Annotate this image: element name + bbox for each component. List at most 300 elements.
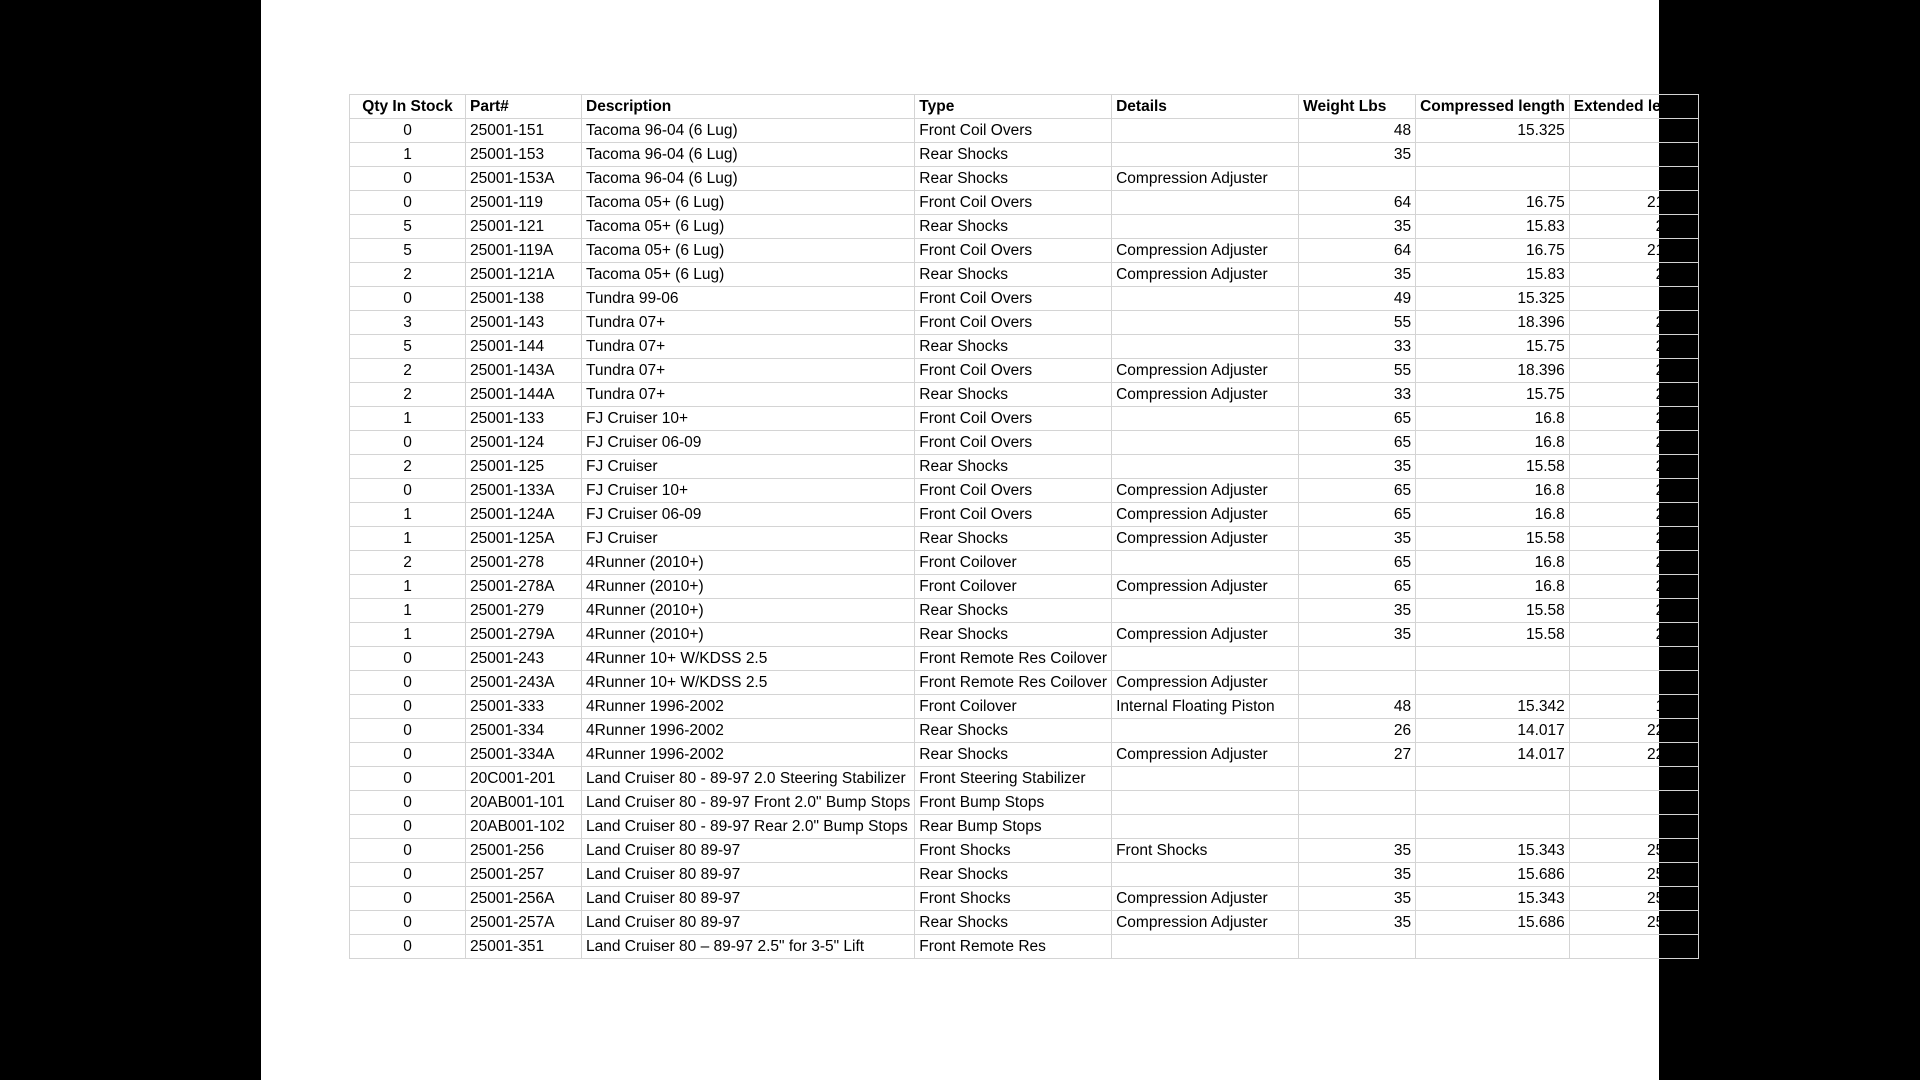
weight-cell [1299,791,1416,815]
compressed-length-cell: 16.8 [1416,479,1570,503]
extended-length-cell: 24.29 [1569,527,1699,551]
type-cell: Front Coil Overs [915,479,1112,503]
table-row [350,479,1699,503]
compressed-length-cell: 16.8 [1416,407,1570,431]
extended-length-cell: 21.69 [1569,479,1699,503]
description-cell: 4Runner (2010+) [582,599,915,623]
weight-cell: 55 [1299,311,1416,335]
compressed-length-cell: 15.75 [1416,383,1570,407]
part-number-cell: 25001-138 [466,287,582,311]
weight-cell: 35 [1299,839,1416,863]
type-cell: Front Steering Stabilizer [915,767,1112,791]
description-header: Description [582,95,915,119]
table-row [350,527,1699,551]
part-number-cell: 25001-119 [466,191,582,215]
table-row [350,887,1699,911]
qty-header: Qty In Stock [350,95,466,119]
table-row [350,695,1699,719]
extended-length-cell: 21.69 [1569,575,1699,599]
description-cell: Tundra 07+ [582,311,915,335]
qty-cell: 1 [350,407,466,431]
qty-cell: 0 [350,935,466,959]
extended-length-cell: 21.69 [1569,431,1699,455]
compressed-length-cell: 15.58 [1416,623,1570,647]
extended-length-header: Extended length [1569,95,1699,119]
part-number-cell: 20AB001-101 [466,791,582,815]
qty-cell: 2 [350,359,466,383]
type-cell: Front Coil Overs [915,287,1112,311]
qty-cell: 0 [350,431,466,455]
qty-cell: 5 [350,239,466,263]
type-cell: Rear Shocks [915,911,1112,935]
extended-length-cell: 22.367 [1569,719,1699,743]
type-cell: Front Coil Overs [915,119,1112,143]
weight-cell: 64 [1299,191,1416,215]
description-cell: Land Cruiser 80 – 89-97 2.5" for 3-5" Lift [582,935,915,959]
qty-cell: 5 [350,215,466,239]
description-cell: Tacoma 96-04 (6 Lug) [582,143,915,167]
weight-cell [1299,935,1416,959]
extended-length-cell: 25.27 [1569,359,1699,383]
compressed-length-cell: 15.58 [1416,455,1570,479]
description-cell: Tundra 07+ [582,335,915,359]
part-number-cell: 25001-143 [466,311,582,335]
qty-cell: 0 [350,743,466,767]
part-number-cell: 25001-279 [466,599,582,623]
part-number-cell: 25001-278A [466,575,582,599]
table-row [350,167,1699,191]
compressed-length-cell: 16.75 [1416,239,1570,263]
weight-header: Weight Lbs [1299,95,1416,119]
table-row [350,815,1699,839]
details-cell: Compression Adjuster [1112,887,1299,911]
compressed-length-cell: 15.83 [1416,263,1570,287]
extended-length-cell: 24.29 [1569,215,1699,239]
description-cell: Land Cruiser 80 89-97 [582,863,915,887]
type-cell: Rear Shocks [915,263,1112,287]
extended-length-cell [1569,815,1699,839]
description-cell: Tundra 07+ [582,383,915,407]
weight-cell [1299,815,1416,839]
weight-cell: 35 [1299,263,1416,287]
extended-length-cell [1569,935,1699,959]
details-cell [1112,455,1299,479]
details-cell [1112,815,1299,839]
description-cell: FJ Cruiser 06-09 [582,503,915,527]
qty-cell: 2 [350,263,466,287]
description-cell: Land Cruiser 80 89-97 [582,887,915,911]
table-row [350,239,1699,263]
compressed-length-cell: 15.343 [1416,887,1570,911]
details-cell: Compression Adjuster [1112,575,1299,599]
details-cell: Internal Floating Piston [1112,695,1299,719]
details-cell [1112,191,1299,215]
qty-cell: 0 [350,815,466,839]
part-number-cell: 25001-257 [466,863,582,887]
type-cell: Front Coil Overs [915,191,1112,215]
weight-cell: 33 [1299,383,1416,407]
details-cell: Compression Adjuster [1112,743,1299,767]
weight-cell [1299,767,1416,791]
compressed-length-cell: 15.686 [1416,863,1570,887]
extended-length-cell: 21.69 [1569,551,1699,575]
description-cell: 4Runner 10+ W/KDSS 2.5 [582,671,915,695]
qty-cell: 2 [350,455,466,479]
qty-cell: 0 [350,767,466,791]
part-number-cell: 25001-334 [466,719,582,743]
table-row [350,311,1699,335]
weight-cell: 55 [1299,359,1416,383]
table-row [350,719,1699,743]
qty-cell: 0 [350,911,466,935]
header-row [350,95,1699,119]
compressed-length-cell: 15.686 [1416,911,1570,935]
compressed-length-cell: 16.8 [1416,551,1570,575]
table-row [350,383,1699,407]
weight-cell: 35 [1299,599,1416,623]
details-cell: Compression Adjuster [1112,623,1299,647]
description-cell: Tacoma 96-04 (6 Lug) [582,167,915,191]
table-row [350,335,1699,359]
weight-cell: 35 [1299,911,1416,935]
extended-length-cell: 22.367 [1569,743,1699,767]
weight-cell: 35 [1299,455,1416,479]
table-row [350,503,1699,527]
qty-cell: 0 [350,863,466,887]
extended-length-cell [1569,167,1699,191]
qty-cell: 0 [350,839,466,863]
extended-length-cell: 24.29 [1569,599,1699,623]
extended-length-cell: 25.368 [1569,887,1699,911]
description-cell: 4Runner (2010+) [582,575,915,599]
description-cell: 4Runner 1996-2002 [582,743,915,767]
qty-cell: 1 [350,599,466,623]
type-cell: Rear Shocks [915,527,1112,551]
details-cell [1112,335,1299,359]
compressed-length-cell: 14.017 [1416,719,1570,743]
weight-cell [1299,647,1416,671]
extended-length-cell: 21.69 [1569,503,1699,527]
compressed-length-cell: 15.325 [1416,287,1570,311]
type-cell: Rear Shocks [915,143,1112,167]
extended-length-cell: 19.5 [1569,119,1699,143]
compressed-length-cell: 15.75 [1416,335,1570,359]
description-cell: FJ Cruiser [582,527,915,551]
extended-length-cell [1569,647,1699,671]
weight-cell: 35 [1299,887,1416,911]
type-cell: Rear Bump Stops [915,815,1112,839]
table-row [350,839,1699,863]
type-cell: Front Coilover [915,551,1112,575]
table-row [350,575,1699,599]
details-cell: Compression Adjuster [1112,263,1299,287]
weight-cell: 35 [1299,143,1416,167]
details-cell: Compression Adjuster [1112,479,1299,503]
extended-length-cell: 25.27 [1569,311,1699,335]
part-number-cell: 25001-278 [466,551,582,575]
type-cell: Rear Shocks [915,215,1112,239]
description-cell: Tacoma 05+ (6 Lug) [582,239,915,263]
type-cell: Rear Shocks [915,743,1112,767]
type-cell: Front Coil Overs [915,503,1112,527]
qty-cell: 0 [350,791,466,815]
details-cell [1112,431,1299,455]
compressed-length-cell: 15.58 [1416,599,1570,623]
part-number-cell: 25001-133A [466,479,582,503]
details-header: Details [1112,95,1299,119]
compressed-length-header: Compressed length [1416,95,1570,119]
part-number-cell: 25001-119A [466,239,582,263]
weight-cell: 65 [1299,431,1416,455]
weight-cell: 65 [1299,551,1416,575]
extended-length-cell: 25.88 [1569,383,1699,407]
compressed-length-cell: 14.017 [1416,743,1570,767]
type-cell: Front Coil Overs [915,311,1112,335]
details-cell: Front Shocks [1112,839,1299,863]
compressed-length-cell [1416,143,1570,167]
weight-cell: 65 [1299,479,1416,503]
weight-cell: 35 [1299,527,1416,551]
weight-cell: 65 [1299,407,1416,431]
type-cell: Rear Shocks [915,863,1112,887]
qty-cell: 0 [350,167,466,191]
part-number-cell: 25001-153A [466,167,582,191]
description-cell: 4Runner (2010+) [582,623,915,647]
type-cell: Rear Shocks [915,455,1112,479]
part-number-cell: 25001-334A [466,743,582,767]
extended-length-cell [1569,767,1699,791]
table-row [350,191,1699,215]
qty-cell: 0 [350,647,466,671]
type-cell: Rear Shocks [915,335,1112,359]
weight-cell: 33 [1299,335,1416,359]
description-cell: FJ Cruiser 10+ [582,479,915,503]
part-number-cell: 20C001-201 [466,767,582,791]
part-number-cell: 25001-279A [466,623,582,647]
compressed-length-cell [1416,935,1570,959]
type-cell: Front Bump Stops [915,791,1112,815]
description-cell: Tacoma 05+ (6 Lug) [582,215,915,239]
description-cell: Land Cruiser 80 - 89-97 Front 2.0" Bump Stops [582,791,915,815]
table-row [350,671,1699,695]
description-cell: Tacoma 96-04 (6 Lug) [582,119,915,143]
qty-cell: 1 [350,623,466,647]
extended-length-cell: 25.368 [1569,839,1699,863]
type-cell: Front Remote Res [915,935,1112,959]
qty-cell: 0 [350,887,466,911]
extended-length-cell: 21.69 [1569,407,1699,431]
details-cell: Compression Adjuster [1112,671,1299,695]
extended-length-cell: 21.687 [1569,239,1699,263]
weight-cell: 48 [1299,119,1416,143]
part-number-cell: 25001-151 [466,119,582,143]
part-number-cell: 25001-121 [466,215,582,239]
qty-cell: 5 [350,335,466,359]
details-cell: Compression Adjuster [1112,503,1299,527]
qty-cell: 1 [350,527,466,551]
part-number-cell: 25001-153 [466,143,582,167]
part-number-cell: 25001-333 [466,695,582,719]
part-number-cell: 25001-125A [466,527,582,551]
type-cell: Front Coil Overs [915,431,1112,455]
details-cell [1112,647,1299,671]
details-cell: Compression Adjuster [1112,239,1299,263]
compressed-length-cell: 16.8 [1416,431,1570,455]
compressed-length-cell: 15.83 [1416,215,1570,239]
part-number-cell: 25001-243A [466,671,582,695]
weight-cell: 65 [1299,503,1416,527]
description-cell: 4Runner 1996-2002 [582,719,915,743]
details-cell [1112,719,1299,743]
extended-length-cell: 25.584 [1569,863,1699,887]
extended-length-cell: 25.584 [1569,911,1699,935]
weight-cell: 35 [1299,623,1416,647]
compressed-length-cell [1416,671,1570,695]
qty-cell: 0 [350,671,466,695]
details-cell [1112,311,1299,335]
extended-length-cell: 19.5 [1569,287,1699,311]
qty-cell: 0 [350,479,466,503]
type-cell: Rear Shocks [915,383,1112,407]
part-number-cell: 25001-124A [466,503,582,527]
compressed-length-cell: 16.8 [1416,503,1570,527]
weight-cell: 65 [1299,575,1416,599]
part-number-cell: 25001-144 [466,335,582,359]
table-row [350,935,1699,959]
compressed-length-cell: 15.342 [1416,695,1570,719]
type-cell: Rear Shocks [915,167,1112,191]
details-cell [1112,767,1299,791]
type-header: Type [915,95,1112,119]
details-cell: Compression Adjuster [1112,167,1299,191]
extended-length-cell [1569,671,1699,695]
part-number-cell: 25001-256A [466,887,582,911]
part-number-cell: 20AB001-102 [466,815,582,839]
type-cell: Front Shocks [915,887,1112,911]
compressed-length-cell: 15.343 [1416,839,1570,863]
extended-length-cell [1569,143,1699,167]
description-cell: Land Cruiser 80 - 89-97 Rear 2.0" Bump Stops [582,815,915,839]
table-body [350,119,1699,959]
table-row [350,359,1699,383]
type-cell: Rear Shocks [915,623,1112,647]
description-cell: Tacoma 05+ (6 Lug) [582,263,915,287]
description-cell: Tacoma 05+ (6 Lug) [582,191,915,215]
part-number-cell: 25001-257A [466,911,582,935]
weight-cell [1299,167,1416,191]
description-cell: Land Cruiser 80 89-97 [582,839,915,863]
qty-cell: 1 [350,575,466,599]
qty-cell: 0 [350,695,466,719]
details-cell [1112,119,1299,143]
compressed-length-cell [1416,791,1570,815]
qty-cell: 0 [350,191,466,215]
qty-cell: 1 [350,143,466,167]
details-cell [1112,935,1299,959]
compressed-length-cell [1416,815,1570,839]
description-cell: FJ Cruiser 06-09 [582,431,915,455]
part-number-header: Part# [466,95,582,119]
type-cell: Front Remote Res Coilover [915,671,1112,695]
part-number-cell: 25001-351 [466,935,582,959]
table-row [350,767,1699,791]
details-cell: Compression Adjuster [1112,359,1299,383]
part-number-cell: 25001-121A [466,263,582,287]
compressed-length-cell: 18.396 [1416,359,1570,383]
extended-length-cell: 24.29 [1569,263,1699,287]
type-cell: Front Coilover [915,695,1112,719]
details-cell [1112,791,1299,815]
extended-length-cell [1569,791,1699,815]
extended-length-cell: 21.687 [1569,191,1699,215]
details-cell [1112,863,1299,887]
type-cell: Front Shocks [915,839,1112,863]
details-cell [1112,599,1299,623]
description-cell: FJ Cruiser 10+ [582,407,915,431]
description-cell: Land Cruiser 80 89-97 [582,911,915,935]
part-number-cell: 25001-143A [466,359,582,383]
type-cell: Front Coil Overs [915,359,1112,383]
description-cell: 4Runner (2010+) [582,551,915,575]
details-cell [1112,143,1299,167]
qty-cell: 2 [350,383,466,407]
extended-length-cell: 24.29 [1569,455,1699,479]
weight-cell: 27 [1299,743,1416,767]
table-row [350,911,1699,935]
table-row [350,647,1699,671]
table-row [350,455,1699,479]
type-cell: Rear Shocks [915,599,1112,623]
qty-cell: 0 [350,719,466,743]
details-cell [1112,407,1299,431]
qty-cell: 1 [350,503,466,527]
weight-cell: 48 [1299,695,1416,719]
description-cell: Tundra 99-06 [582,287,915,311]
part-number-cell: 25001-133 [466,407,582,431]
details-cell [1112,215,1299,239]
type-cell: Front Remote Res Coilover [915,647,1112,671]
inventory-table [349,94,1699,959]
table-row [350,551,1699,575]
table-row [350,791,1699,815]
part-number-cell: 25001-243 [466,647,582,671]
qty-cell: 3 [350,311,466,335]
table-row [350,407,1699,431]
type-cell: Front Coil Overs [915,407,1112,431]
table-row [350,263,1699,287]
qty-cell: 0 [350,119,466,143]
table-row [350,743,1699,767]
compressed-length-cell: 16.8 [1416,575,1570,599]
description-cell: FJ Cruiser [582,455,915,479]
weight-cell: 35 [1299,863,1416,887]
compressed-length-cell: 18.396 [1416,311,1570,335]
table-row [350,431,1699,455]
description-cell: Land Cruiser 80 - 89-97 2.0 Steering Stabilizer [582,767,915,791]
weight-cell: 26 [1299,719,1416,743]
table-row [350,119,1699,143]
description-cell: 4Runner 10+ W/KDSS 2.5 [582,647,915,671]
type-cell: Rear Shocks [915,719,1112,743]
type-cell: Front Coil Overs [915,239,1112,263]
details-cell [1112,287,1299,311]
compressed-length-cell [1416,647,1570,671]
details-cell: Compression Adjuster [1112,383,1299,407]
table-row [350,287,1699,311]
qty-cell: 0 [350,287,466,311]
details-cell [1112,551,1299,575]
weight-cell: 64 [1299,239,1416,263]
